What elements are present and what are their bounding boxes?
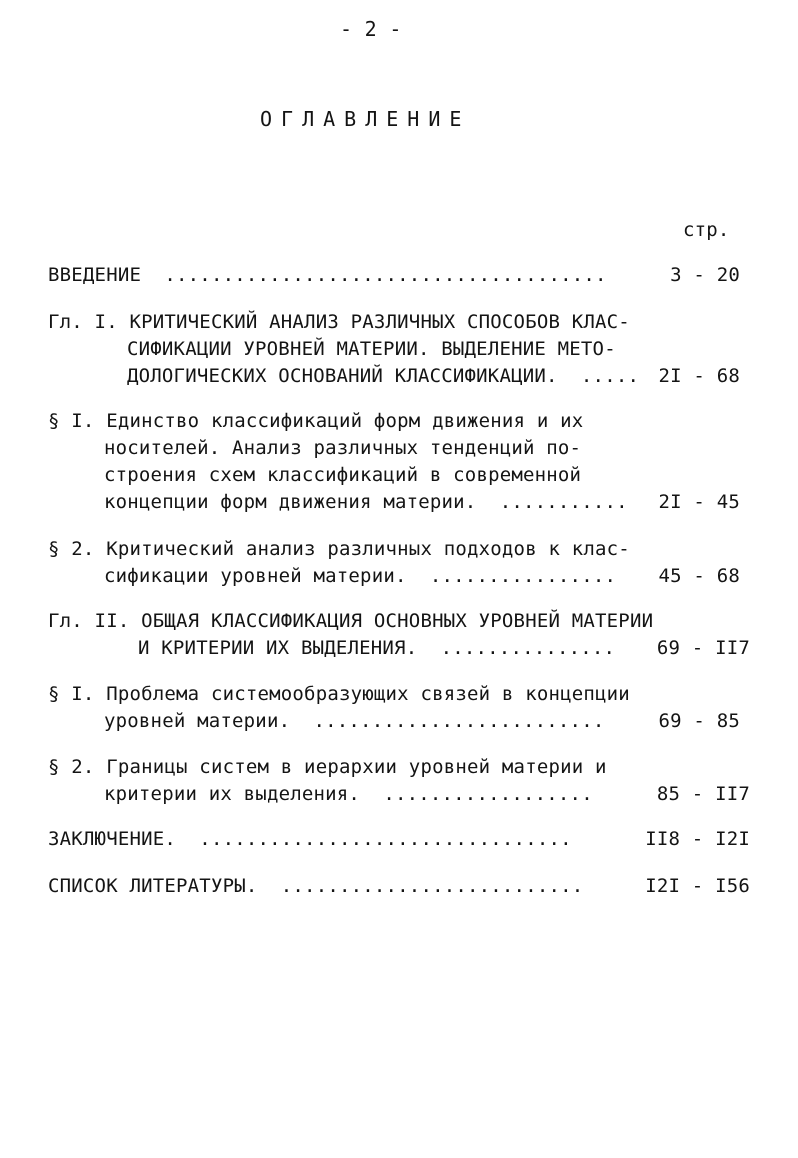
page-column-header: стр. [683,219,730,241]
toc-entry-line: ВВЕДЕНИЕ ...................................... [48,264,607,286]
toc-entry-line: уровней материи. ......................... [104,710,605,732]
toc-entry-line: § 2. Критический анализ различных подходов к клас- [48,538,630,560]
toc-entry-pages: 3 - 20 [670,264,740,286]
toc-entry-pages: II8 - I2I [645,828,750,850]
toc-entry-line: ЗАКЛЮЧЕНИЕ. ................................ [48,828,572,850]
toc-entry-pages: 69 - 85 [658,710,740,732]
toc-entry-line: СИФИКАЦИИ УРОВНЕЙ МАТЕРИИ. ВЫДЕЛЕНИЕ МЕТО- [127,338,616,360]
toc-entry-line: критерии их выделения. .................. [104,783,593,805]
toc-entry-line: § 2. Границы систем в иерархии уровней материи и [48,756,607,778]
toc-entry-line: ДОЛОГИЧЕСКИХ ОСНОВАНИЙ КЛАССИФИКАЦИИ. ..... [127,365,640,387]
toc-entry-pages: 69 - II7 [656,637,750,659]
toc-entry-pages: 2I - 68 [658,365,740,387]
toc-entry-line: концепции форм движения материи. ........... [104,491,628,513]
document-heading: ОГЛАВЛЕНИЕ [260,107,471,131]
toc-entry-line: И КРИТЕРИИ ИХ ВЫДЕЛЕНИЯ. ............... [138,637,616,659]
toc-entry-line: СПИСОК ЛИТЕРАТУРЫ. .......................... [48,875,584,897]
toc-entry-pages: I2I - I56 [645,875,750,897]
toc-entry-pages: 2I - 45 [658,491,740,513]
toc-entry-pages: 85 - II7 [656,783,750,805]
toc-entry-line: § I. Проблема системообразующих связей в концепции [48,683,630,705]
toc-entry-line: Гл. I. КРИТИЧЕСКИЙ АНАЛИЗ РАЗЛИЧНЫХ СПОСОБОВ КЛАС- [48,311,630,333]
toc-entry-line: носителей. Анализ различных тенденций по- [104,437,582,459]
toc-entry-line: Гл. II. ОБЩАЯ КЛАССИФИКАЦИЯ ОСНОВНЫХ УРОВНЕЙ МАТЕРИИ [48,610,654,632]
toc-entry-line: сификации уровней материи. ................ [104,565,617,587]
toc-entry-line: строения схем классификаций в современной [104,464,582,486]
page-number: - 2 - [340,17,402,41]
toc-entry-line: § I. Единство классификаций форм движения и их [48,410,584,432]
toc-entry-pages: 45 - 68 [658,565,740,587]
